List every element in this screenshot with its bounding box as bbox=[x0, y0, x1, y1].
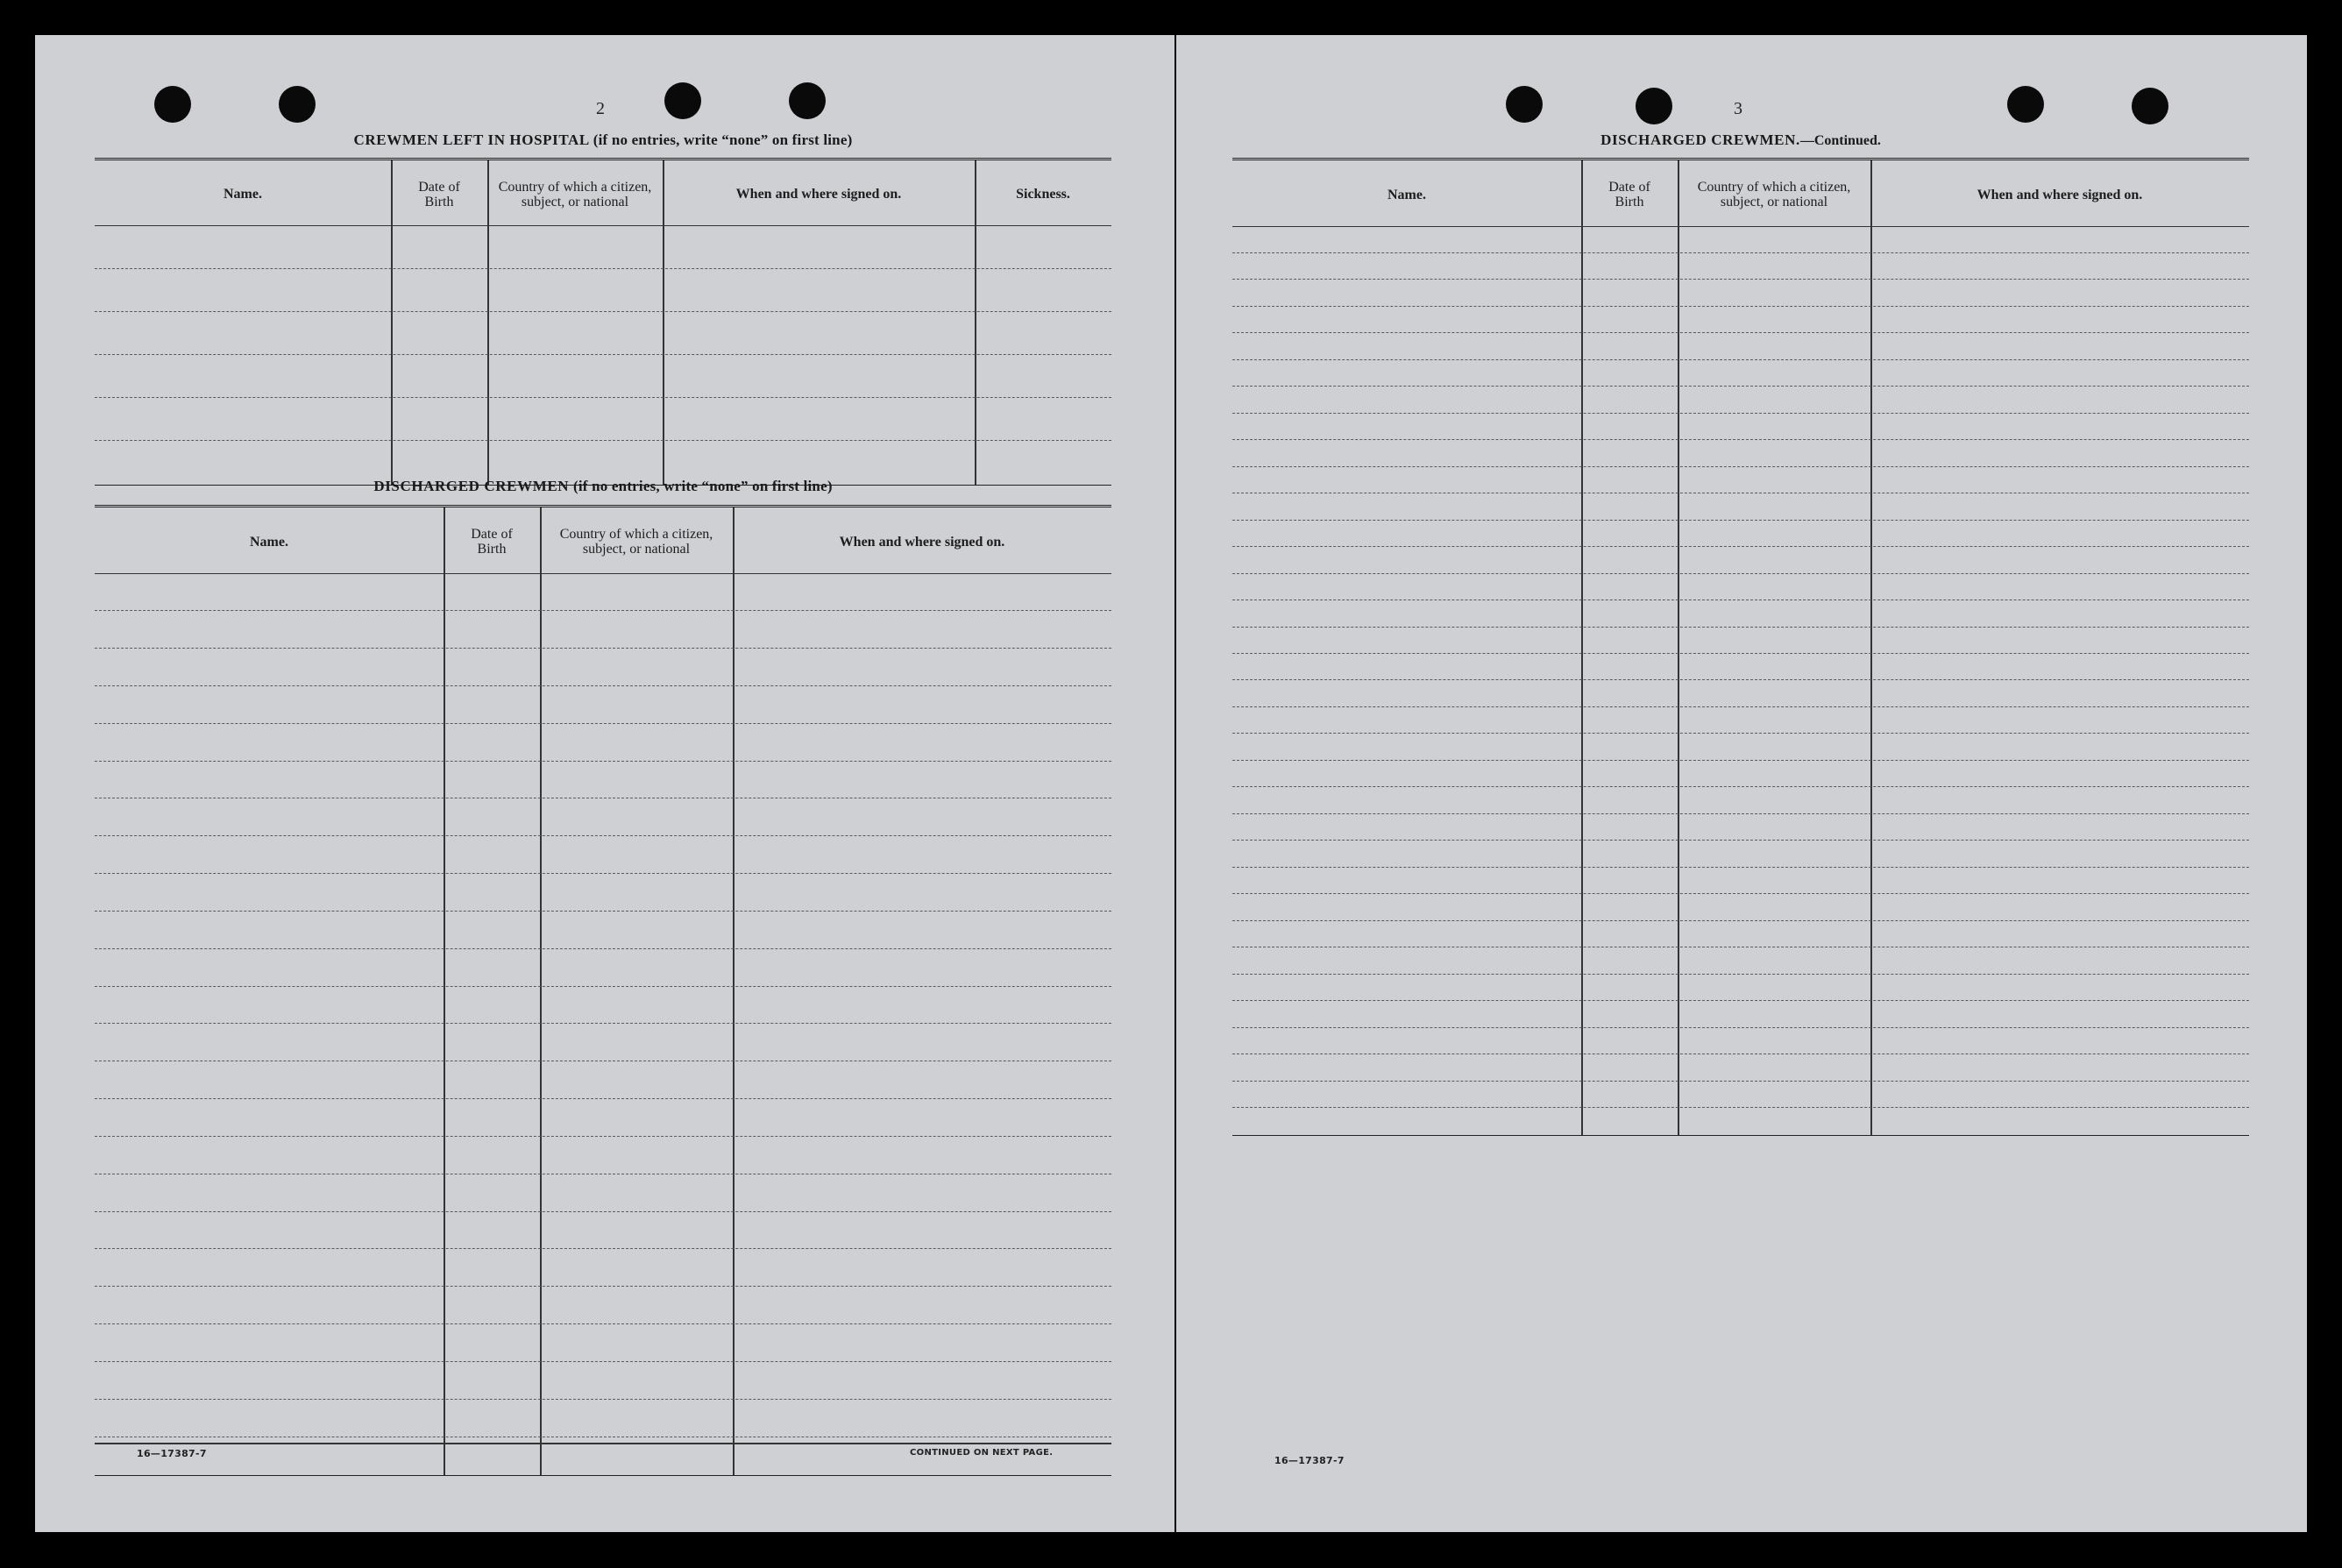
col-header-date-of-birth-text: Date of Birth bbox=[1608, 180, 1650, 209]
entry-row bbox=[1232, 1002, 2249, 1028]
discharged-section-title bbox=[95, 478, 1111, 495]
hospital-section-title bbox=[95, 131, 1111, 149]
entry-row bbox=[1232, 467, 2249, 493]
continued-note: CONTINUED ON NEXT PAGE. bbox=[910, 1448, 1054, 1458]
footer-rule bbox=[95, 1443, 1111, 1444]
entry-row bbox=[1232, 628, 2249, 654]
col-header-date-of-birth bbox=[444, 510, 540, 573]
entry-row bbox=[95, 1288, 1111, 1324]
entry-row bbox=[1232, 1055, 2249, 1082]
col-header-country bbox=[540, 510, 733, 573]
entry-row bbox=[95, 1062, 1111, 1099]
col-header-signed-on: When and where signed on. bbox=[839, 534, 1005, 550]
entry-row bbox=[1232, 601, 2249, 628]
discharged-continued-table-header bbox=[1232, 163, 2249, 227]
punch-hole bbox=[1636, 88, 1672, 124]
entry-row bbox=[1232, 1082, 2249, 1108]
entry-row bbox=[95, 399, 1111, 442]
entry-row bbox=[1232, 1109, 2249, 1134]
continued-label: —Continued. bbox=[1799, 133, 1881, 148]
entry-row bbox=[95, 574, 1111, 611]
discharged-title-note: (if no entries, write “none” on first line) bbox=[573, 478, 833, 494]
entry-row bbox=[1232, 494, 2249, 521]
punch-hole bbox=[279, 86, 316, 123]
form-code: 16—17387-7 bbox=[137, 1448, 207, 1459]
punch-hole bbox=[2132, 88, 2168, 124]
left-page bbox=[35, 35, 1175, 1532]
entry-row bbox=[95, 1325, 1111, 1362]
page-number: 3 bbox=[1734, 99, 1742, 118]
entry-row bbox=[95, 612, 1111, 649]
entry-row bbox=[1232, 280, 2249, 307]
entry-row bbox=[1232, 761, 2249, 787]
punch-hole bbox=[154, 86, 191, 123]
entry-row bbox=[95, 875, 1111, 912]
entry-row bbox=[1232, 814, 2249, 841]
col-header-name: Name. bbox=[250, 534, 288, 550]
entry-row bbox=[95, 1363, 1111, 1400]
entry-row bbox=[95, 269, 1111, 312]
entry-row bbox=[1232, 307, 2249, 333]
entry-row bbox=[95, 356, 1111, 399]
entry-row bbox=[1232, 414, 2249, 440]
entry-row bbox=[95, 687, 1111, 724]
entry-row bbox=[95, 724, 1111, 761]
page-number: 2 bbox=[596, 99, 605, 118]
entry-row bbox=[1232, 227, 2249, 253]
col-header-signed-on: When and where signed on. bbox=[735, 187, 902, 202]
entry-row bbox=[95, 649, 1111, 686]
discharged-rows bbox=[95, 574, 1111, 1475]
col-header-country bbox=[487, 163, 663, 225]
entry-row bbox=[1232, 387, 2249, 414]
col-header-date-of-birth bbox=[391, 163, 487, 225]
entry-row bbox=[1232, 707, 2249, 734]
col-header-date-of-birth-text: Date of Birth bbox=[418, 179, 460, 209]
entry-row bbox=[1232, 841, 2249, 868]
col-header-date-of-birth bbox=[1581, 163, 1678, 226]
entry-row bbox=[1232, 948, 2249, 975]
entry-row bbox=[95, 1174, 1111, 1211]
entry-row bbox=[95, 1212, 1111, 1249]
entry-row bbox=[1232, 895, 2249, 921]
entry-row bbox=[95, 949, 1111, 986]
entry-row bbox=[1232, 574, 2249, 600]
entry-row bbox=[95, 1400, 1111, 1437]
entry-row bbox=[1232, 548, 2249, 574]
entry-row bbox=[1232, 734, 2249, 761]
hospital-table-header bbox=[95, 163, 1111, 226]
entry-row bbox=[95, 226, 1111, 269]
punch-hole bbox=[2007, 86, 2044, 123]
entry-row bbox=[1232, 1028, 2249, 1054]
hospital-title-note: (if no entries, write “none” on first line) bbox=[593, 131, 853, 148]
punch-hole bbox=[789, 82, 826, 119]
entry-row bbox=[95, 1250, 1111, 1287]
hospital-rows bbox=[95, 226, 1111, 485]
entry-row bbox=[1232, 921, 2249, 947]
punch-hole bbox=[664, 82, 701, 119]
discharged-title-text: DISCHARGED CREWMEN bbox=[373, 478, 570, 494]
col-header-country-text: Country of which a citizen, subject, or national bbox=[1697, 180, 1851, 209]
entry-row bbox=[95, 987, 1111, 1024]
discharged-continued-title-text: DISCHARGED CREWMEN. bbox=[1600, 131, 1800, 148]
entry-row bbox=[95, 912, 1111, 949]
entry-row bbox=[1232, 681, 2249, 707]
form-code: 16—17387-7 bbox=[1274, 1455, 1345, 1466]
entry-row bbox=[1232, 441, 2249, 467]
entry-row bbox=[1232, 868, 2249, 894]
col-header-country-text: Country of which a citizen, subject, or national bbox=[498, 179, 652, 209]
entry-row bbox=[95, 312, 1111, 355]
entry-row bbox=[95, 837, 1111, 874]
discharged-table bbox=[95, 505, 1111, 1476]
entry-row bbox=[1232, 253, 2249, 280]
discharged-table-header bbox=[95, 510, 1111, 574]
entry-row bbox=[95, 762, 1111, 798]
entry-row bbox=[95, 1138, 1111, 1174]
entry-row bbox=[1232, 360, 2249, 387]
entry-row bbox=[95, 799, 1111, 836]
col-header-sickness: Sickness. bbox=[1016, 187, 1070, 202]
col-header-country bbox=[1678, 163, 1870, 226]
entry-row bbox=[1232, 521, 2249, 547]
entry-row bbox=[1232, 788, 2249, 814]
discharged-continued-rows bbox=[1232, 227, 2249, 1135]
entry-row bbox=[1232, 655, 2249, 681]
entry-row bbox=[1232, 975, 2249, 1001]
col-header-date-of-birth-text: Date of Birth bbox=[471, 527, 513, 557]
col-header-signed-on: When and where signed on. bbox=[1977, 187, 2143, 202]
col-header-name: Name. bbox=[224, 187, 262, 202]
discharged-continued-title bbox=[1232, 131, 2249, 149]
entry-row bbox=[95, 1100, 1111, 1137]
col-header-name: Name. bbox=[1387, 187, 1426, 202]
entry-row bbox=[95, 1025, 1111, 1061]
hospital-title-text: CREWMEN LEFT IN HOSPITAL bbox=[353, 131, 589, 148]
col-header-country-text: Country of which a citizen, subject, or national bbox=[559, 527, 713, 557]
discharged-continued-table bbox=[1232, 158, 2249, 1136]
right-page bbox=[1176, 35, 2307, 1532]
punch-hole bbox=[1506, 86, 1543, 123]
entry-row bbox=[1232, 334, 2249, 360]
hospital-table bbox=[95, 158, 1111, 486]
